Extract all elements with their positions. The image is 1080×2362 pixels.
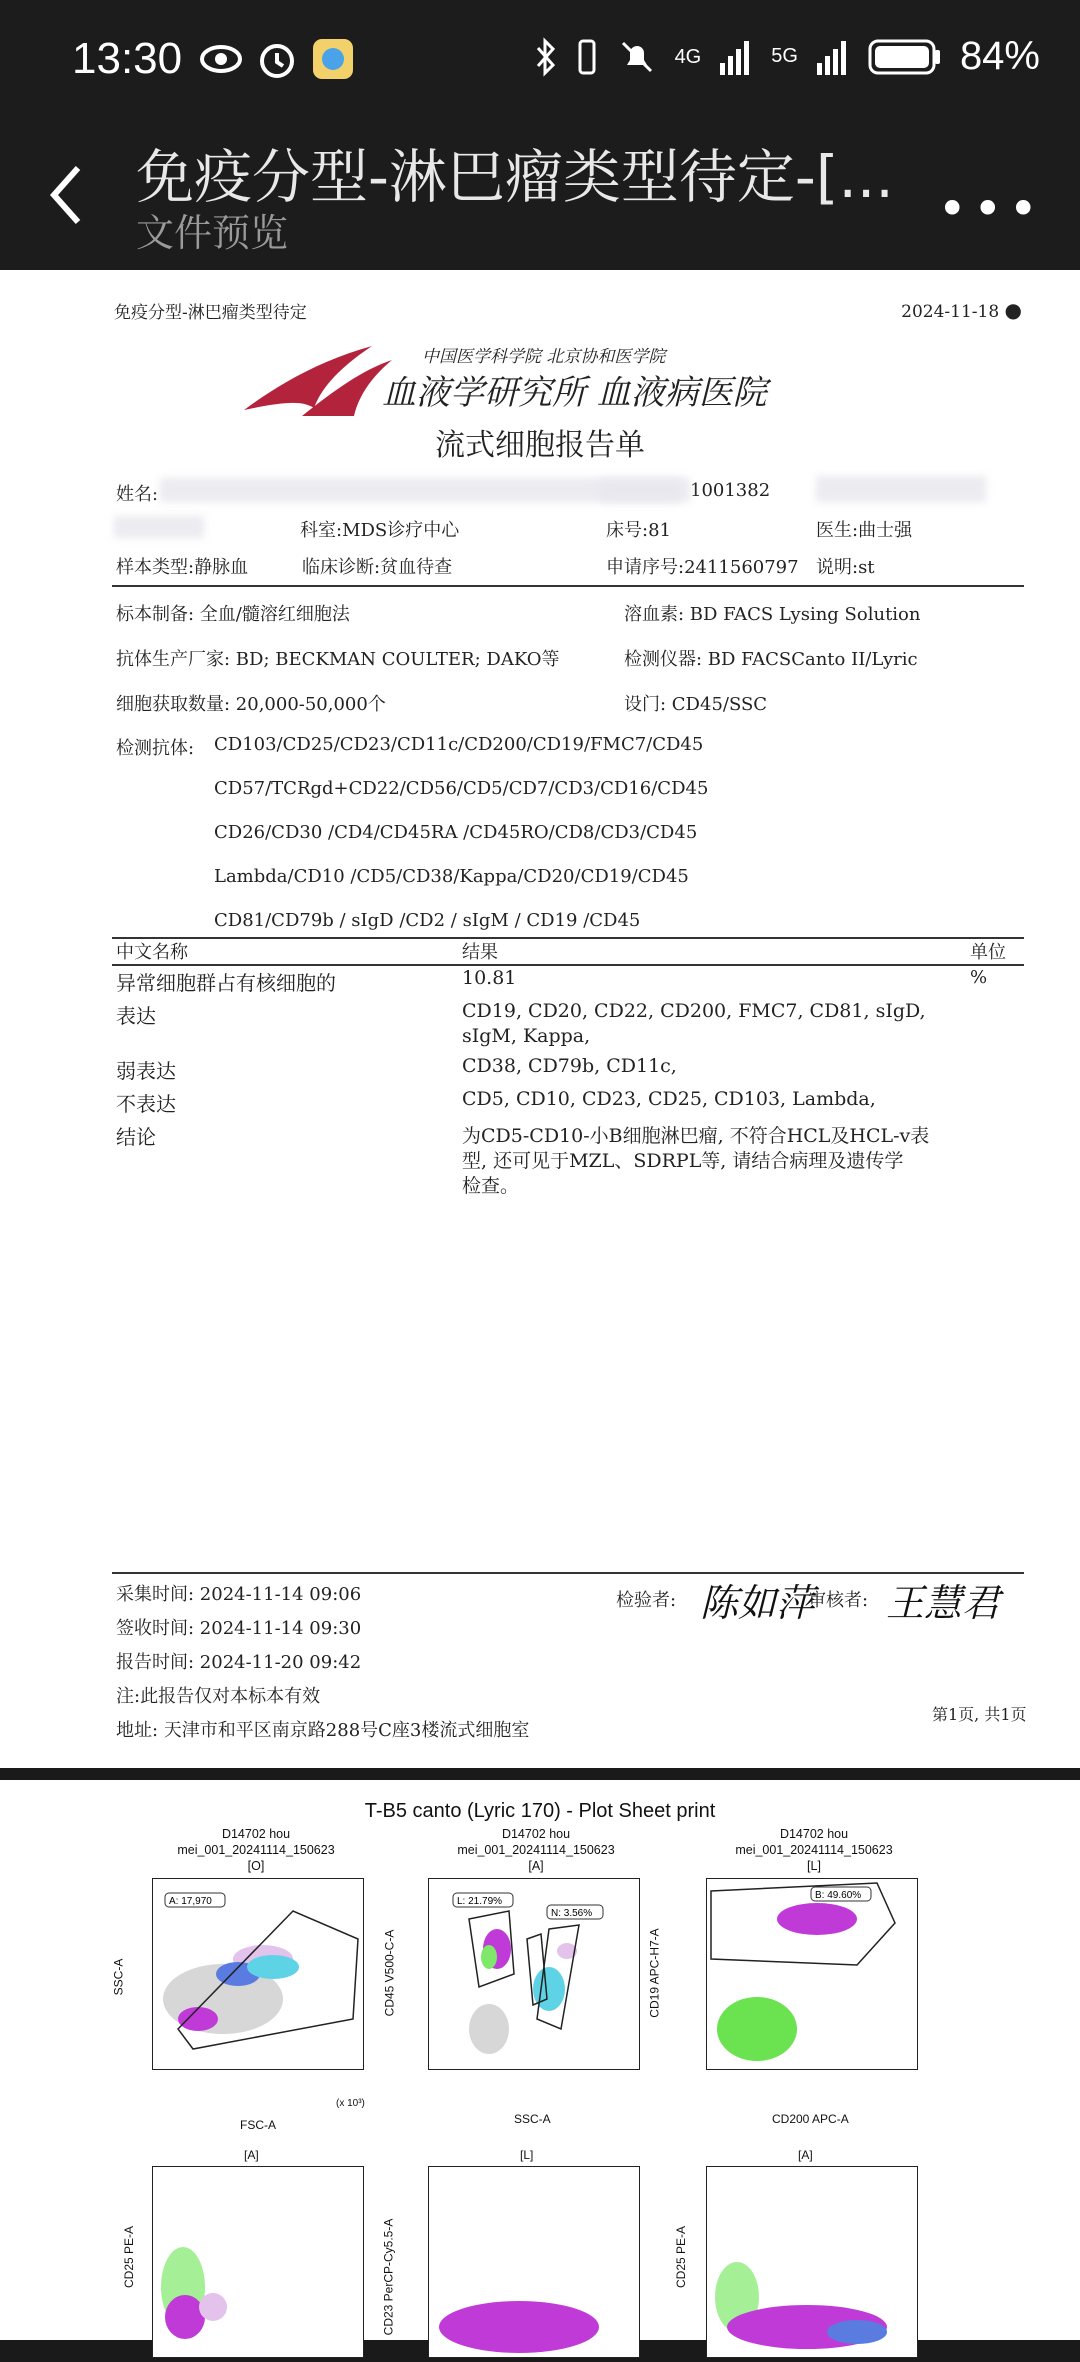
x-axis-label: FSC-A — [240, 2118, 276, 2132]
result-value-5b: 型, 还可见于MZL、SDRPL等, 请结合病理及遗传学 — [462, 1150, 904, 1172]
gating: 设门: CD45/SSC — [624, 694, 768, 715]
plot-gate: [L] — [520, 2148, 534, 2162]
plot-sample-id: D14702 hou — [501, 1827, 571, 1841]
plot-file: mei_001_20241114_150623 — [177, 1843, 335, 1857]
plot-gate: [A] — [528, 1859, 544, 1873]
network-type: 4G — [674, 45, 702, 68]
patient-number: 1001382 — [690, 480, 771, 501]
result-name-5: 结论 — [116, 1125, 156, 1149]
plot-file: mei_001_20241114_150623 — [457, 1843, 615, 1857]
redacted-area — [816, 476, 986, 502]
x-axis-label: SSC-A — [514, 2112, 551, 2126]
collect-time: 采集时间: 2024-11-14 09:06 — [116, 1584, 362, 1605]
signal-icon — [719, 39, 753, 75]
result-name-4: 不表达 — [116, 1092, 176, 1116]
app-notification-icon — [310, 36, 356, 82]
result-value-4: CD5, CD10, CD23, CD25, CD103, Lambda, — [462, 1088, 876, 1110]
page-count: 第1页, 共1页 — [932, 1705, 1027, 1724]
result-value-5c: 检查。 — [462, 1175, 520, 1197]
tester-signature: 陈如萍 — [700, 1581, 815, 1625]
results-header-result: 结果 — [462, 942, 498, 963]
document-title: 免疫分型-淋巴瘤类型待定-[... — [136, 143, 894, 211]
plot-header — [704, 1826, 924, 1874]
cell-count: 细胞获取数量: 20,000-50,000个 — [116, 694, 386, 715]
lab-address: 地址: 天津市和平区南京路288号C座3楼流式细胞室 — [116, 1720, 530, 1741]
report-date: 2024-11-18 — [901, 302, 1000, 322]
hospital-logo — [242, 342, 782, 422]
request-number: 申请序号:2411560797 — [606, 557, 799, 578]
scatter-plot-cd23 — [428, 2166, 640, 2358]
scatter-plot-cd200-cd19 — [706, 1878, 918, 2070]
plot-file: mei_001_20241114_150623 — [735, 1843, 893, 1857]
plot-sample-id: D14702 hou — [221, 1827, 291, 1841]
receive-time: 签收时间: 2024-11-14 09:30 — [116, 1618, 362, 1639]
patient-name-label: 姓名: — [116, 484, 159, 505]
status-bar — [0, 0, 1080, 120]
plot-sheet-title: T-B5 canto (Lyric 170) - Plot Sheet print — [364, 1800, 716, 1822]
note: 说明:st — [816, 557, 875, 578]
scatter-plot-fsc-ssc — [152, 1878, 364, 2070]
redacted-area — [600, 478, 690, 502]
signal-icon-2 — [816, 39, 850, 75]
document-subtitle: 文件预览 — [136, 211, 289, 255]
plot-gate: [A] — [244, 2148, 259, 2162]
redacted-area — [114, 516, 204, 538]
plot-gate: [A] — [798, 2148, 813, 2162]
y-axis-label: CD45 V500-C-A — [382, 1929, 397, 2017]
antibody-panel-5: CD81/CD79b / sIgD /CD2 / sIgM / CD19 /CD45 — [214, 910, 641, 931]
result-value-2: CD19, CD20, CD22, CD200, FMC7, CD81, sIgD, — [462, 1000, 926, 1022]
network-type-2: 5G — [771, 45, 798, 67]
antibody-vendor: 抗体生产厂家: BD; BECKMAN COULTER; DAKO等 — [116, 649, 560, 670]
patient-dept: 科室:MDS诊疗中心 — [300, 520, 460, 541]
gate-annotation-2: N: 3.56% — [551, 1908, 593, 1919]
plot-sample-id: D14702 hou — [779, 1827, 849, 1841]
result-value-1: 10.81 — [462, 967, 517, 989]
report-page — [0, 270, 1080, 1768]
plot-gate: [L] — [807, 1859, 821, 1873]
antibody-panel-1: CD103/CD25/CD23/CD11c/CD200/CD19/FMC7/CD45 — [214, 734, 704, 755]
plot-header — [146, 1826, 366, 1874]
eye-icon — [198, 36, 244, 82]
antibody-label: 检测抗体: — [116, 738, 195, 759]
status-time: 13:30 — [72, 34, 183, 83]
scatter-plot-cd25-2 — [706, 2166, 918, 2358]
antibody-panel-4: Lambda/CD10 /CD5/CD38/Kappa/CD20/CD19/CD45 — [214, 866, 689, 887]
gate-annotation: L: 21.79% — [457, 1896, 503, 1907]
patient-doctor: 医生:曲士强 — [816, 520, 913, 541]
gate-annotation: B: 49.60% — [815, 1890, 862, 1901]
lysing-solution: 溶血素: BD FACS Lysing Solution — [624, 604, 921, 625]
report-header-right: 2024-11-18 ● — [901, 298, 1022, 322]
plot-gate: [O] — [247, 1859, 265, 1873]
y-axis-label: CD19 APC-H7-A — [647, 1928, 662, 2018]
scatter-plot-cd25-1 — [152, 2166, 364, 2358]
result-value-5: 为CD5-CD10-小B细胞淋巴瘤, 不符合HCL及HCL-v表 — [462, 1125, 930, 1147]
clinical-diagnosis: 临床诊断:贫血待查 — [302, 557, 453, 578]
report-header-left: 免疫分型-淋巴瘤类型待定 — [114, 303, 307, 323]
battery-icon — [868, 37, 942, 77]
x-axis-label: CD200 APC-A — [772, 2112, 849, 2126]
reviewer-label: 审核者: — [808, 1590, 869, 1611]
patient-bed: 床号:81 — [606, 520, 671, 541]
report-title: 流式细胞报告单 — [435, 428, 645, 463]
y-axis-label: CD25 PE-A — [674, 2225, 689, 2289]
report-time: 报告时间: 2024-11-20 09:42 — [116, 1652, 362, 1673]
divider — [112, 964, 1024, 966]
instrument: 检测仪器: BD FACSCanto II/Lyric — [624, 649, 918, 670]
back-icon[interactable] — [46, 160, 86, 230]
sample-prep: 标本制备: 全血/髓溶红细胞法 — [116, 604, 350, 625]
logo-line-1: 中国医学科学院 北京协和医学院 — [422, 347, 666, 367]
more-menu-icon[interactable]: ••• — [937, 180, 1044, 238]
vibrate-icon — [575, 37, 599, 77]
tester-label: 检验者: — [616, 1590, 677, 1611]
report-note: 注:此报告仅对本标本有效 — [116, 1686, 321, 1707]
plot-sheet-page — [0, 1780, 1080, 2340]
alarm-icon — [254, 36, 300, 82]
scatter-plot-ssc-cd45 — [428, 1878, 640, 2070]
y-axis-label: CD25 PE-A — [122, 2225, 137, 2289]
logo-line-2: 血液学研究所 血液病医院 — [382, 373, 767, 413]
result-name-3: 弱表达 — [116, 1059, 176, 1083]
gate-annotation: A: 17,970 — [169, 1896, 212, 1907]
result-name-2: 表达 — [116, 1004, 156, 1028]
mute-icon — [617, 37, 657, 77]
y-axis-label: CD23 PerCP-Cy5.5-A — [381, 2218, 396, 2336]
app-bar — [0, 120, 1080, 270]
result-value-3: CD38, CD79b, CD11c, — [462, 1055, 677, 1077]
result-unit-1: % — [970, 967, 988, 988]
x-axis-unit: (x 10³) — [336, 2098, 365, 2109]
divider — [112, 585, 1024, 587]
reviewer-signature: 王慧君 — [886, 1581, 1001, 1625]
divider — [112, 937, 1024, 939]
results-header-name: 中文名称 — [116, 942, 188, 963]
result-value-2b: sIgM, Kappa, — [462, 1025, 591, 1047]
bluetooth-icon — [535, 37, 557, 77]
plot-header — [426, 1826, 646, 1874]
sample-type: 样本类型:静脉血 — [116, 557, 249, 578]
antibody-panel-3: CD26/CD30 /CD4/CD45RA /CD45RO/CD8/CD3/CD45 — [214, 822, 698, 843]
result-name-1: 异常细胞群占有核细胞的 — [116, 971, 336, 995]
antibody-panel-2: CD57/TCRgd+CD22/CD56/CD5/CD7/CD3/CD16/CD45 — [214, 778, 709, 799]
battery-level: 84% — [959, 34, 1040, 78]
y-axis-label: SSC-A — [111, 1958, 126, 1996]
results-header-unit: 单位 — [970, 942, 1006, 963]
